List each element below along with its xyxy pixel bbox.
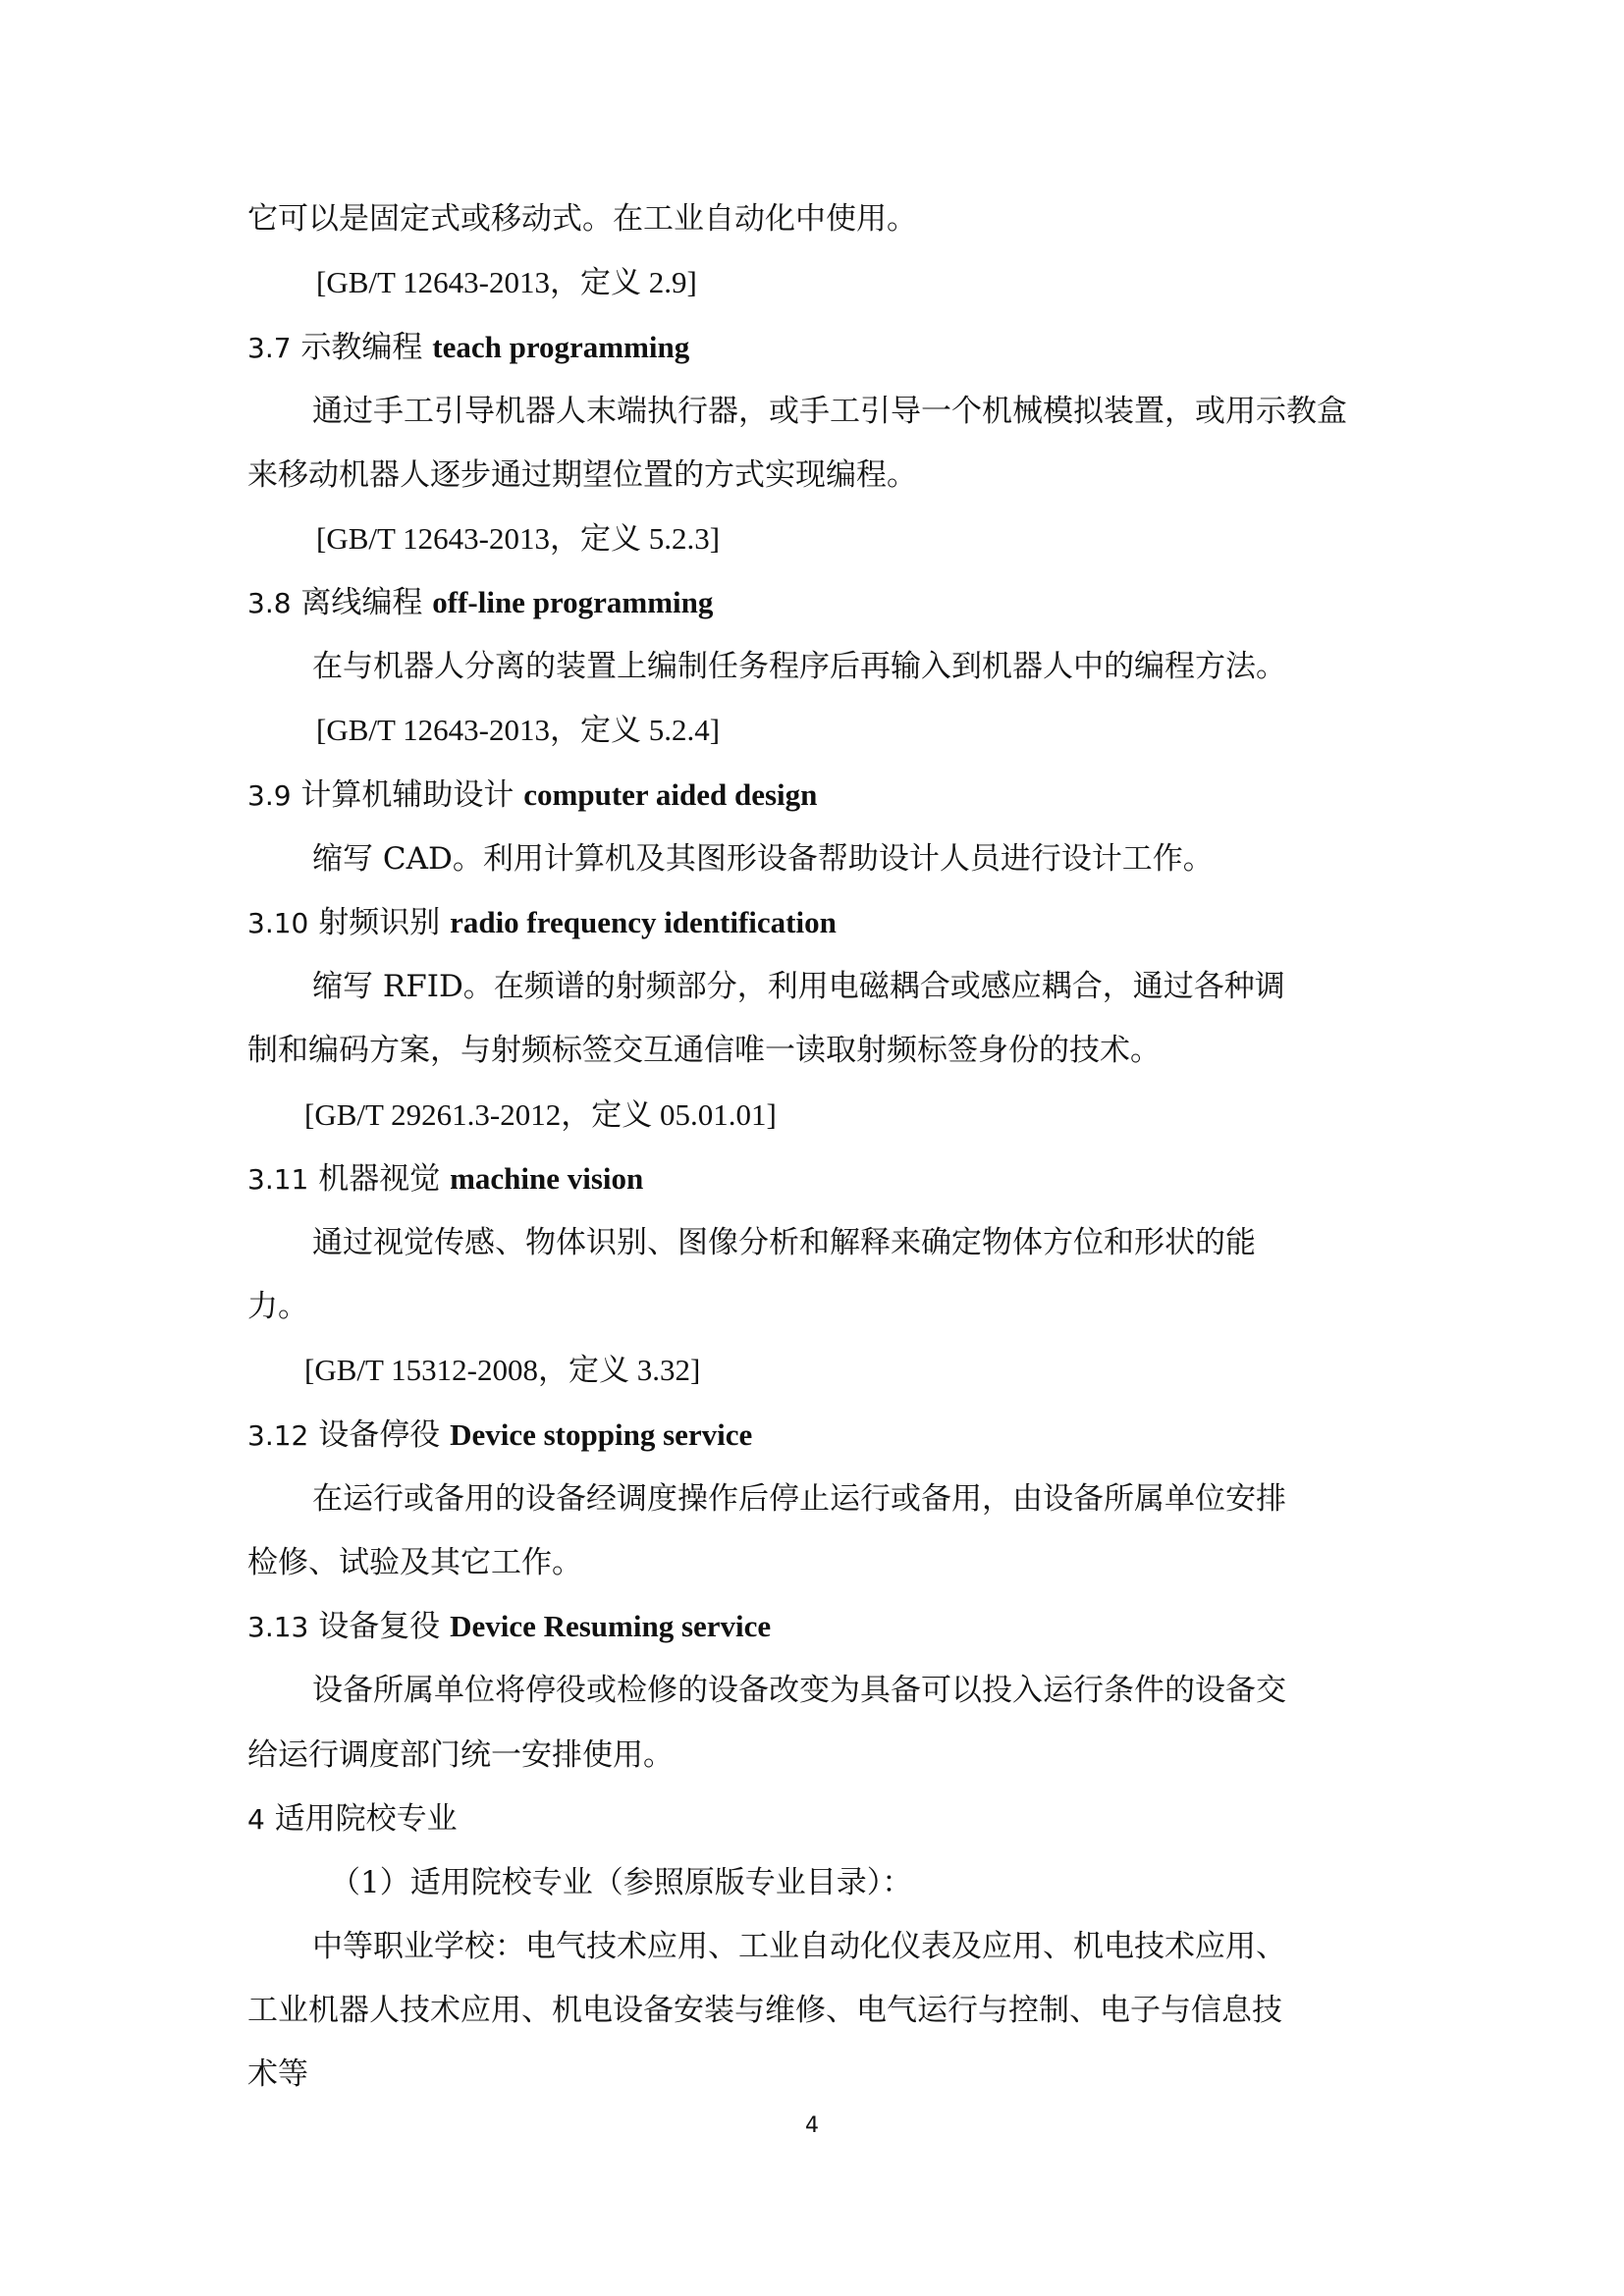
section-number: 3.7 (247, 332, 292, 364)
section-title-cn: 离线编程 (300, 585, 423, 620)
body-text-line: 工业机器人技术应用、机电设备安装与维修、电气运行与控制、电子与信息技 (247, 1993, 1282, 2028)
reference-citation: [GB/T 15312-2008，定义 3.32] (304, 1353, 701, 1387)
body-text-line: 中等职业学校：电气技术应用、工业自动化仪表及应用、机电技术应用、 (312, 1929, 1286, 1964)
body-text-line: 通过手工引导机器人末端执行器，或手工引导一个机械模拟装置，或用示教盒 (312, 394, 1347, 429)
body-text-line: 制和编码方案，与射频标签交互通信唯一读取射频标签身份的技术。 (247, 1033, 1161, 1068)
body-text-line: 缩写 RFID。在频谱的射频部分，利用电磁耦合或感应耦合，通过各种调 (312, 969, 1285, 1004)
section-number: 3.13 (247, 1611, 309, 1643)
body-text-line: 它可以是固定式或移动式。在工业自动化中使用。 (247, 201, 917, 237)
section-heading-3-13 (247, 1607, 771, 1646)
section-title-en: radio frequency identification (450, 905, 837, 939)
section-title-en: Device Resuming service (450, 1609, 772, 1643)
section-title-en: off-line programming (432, 585, 714, 619)
section-title-cn: 射频识别 (318, 905, 441, 940)
section-title-cn: 机器视觉 (318, 1161, 441, 1197)
section-title-cn: 设备复役 (318, 1609, 441, 1644)
reference-citation: [GB/T 29261.3-2012，定义 05.01.01] (304, 1097, 777, 1132)
section-heading-3-7 (247, 328, 689, 367)
reference-citation: [GB/T 12643-2013，定义 5.2.3] (316, 521, 721, 556)
page-number: 4 (805, 2113, 819, 2138)
section-title-en: Device stopping service (450, 1417, 753, 1452)
section-heading-3-11 (247, 1159, 643, 1199)
section-heading-3-9 (247, 775, 817, 815)
section-heading-3-12 (247, 1415, 752, 1455)
section-number: 3.8 (247, 587, 292, 619)
body-text-line: 在与机器人分离的装置上编制任务程序后再输入到机器人中的编程方法。 (312, 649, 1286, 684)
section-title-cn: 设备停役 (318, 1417, 441, 1453)
reference-citation: [GB/T 12643-2013，定义 2.9] (316, 265, 697, 299)
section-heading-3-8 (247, 583, 713, 622)
body-text-line: 给运行调度部门统一安排使用。 (247, 1737, 674, 1773)
section-number: 3.9 (247, 779, 292, 812)
body-text-line: 设备所属单位将停役或检修的设备改变为具备可以投入运行条件的设备交 (312, 1673, 1286, 1708)
section-heading-4 (247, 1799, 458, 1839)
reference-citation: [GB/T 12643-2013，定义 5.2.4] (316, 713, 721, 747)
body-text-line: 通过视觉传感、物体识别、图像分析和解释来确定物体方位和形状的能 (312, 1225, 1256, 1260)
section-title-en: machine vision (450, 1161, 644, 1196)
section-number: 3.12 (247, 1419, 309, 1452)
body-text-line: 缩写 CAD。利用计算机及其图形设备帮助设计人员进行设计工作。 (312, 841, 1214, 877)
section-number: 3.10 (247, 907, 309, 939)
section-number: 3.11 (247, 1163, 309, 1196)
section-title-cn: 适用院校专业 (274, 1801, 458, 1837)
body-text-line: 术等 (247, 2056, 308, 2092)
section-title-cn: 计算机辅助设计 (300, 777, 514, 813)
section-title-en: computer aided design (523, 777, 818, 812)
section-heading-3-10 (247, 903, 837, 942)
body-text-line: 来移动机器人逐步通过期望位置的方式实现编程。 (247, 457, 917, 493)
section-title-en: teach programming (432, 330, 690, 364)
body-text-line: 在运行或备用的设备经调度操作后停止运行或备用，由设备所属单位安排 (312, 1481, 1286, 1517)
section-title-cn: 示教编程 (300, 330, 423, 365)
body-text-line: 力。 (247, 1289, 308, 1324)
subsection-label: （1）适用院校专业（参照原版专业目录）： (330, 1865, 913, 1900)
body-text-line: 检修、试验及其它工作。 (247, 1545, 582, 1580)
section-number: 4 (247, 1803, 265, 1836)
